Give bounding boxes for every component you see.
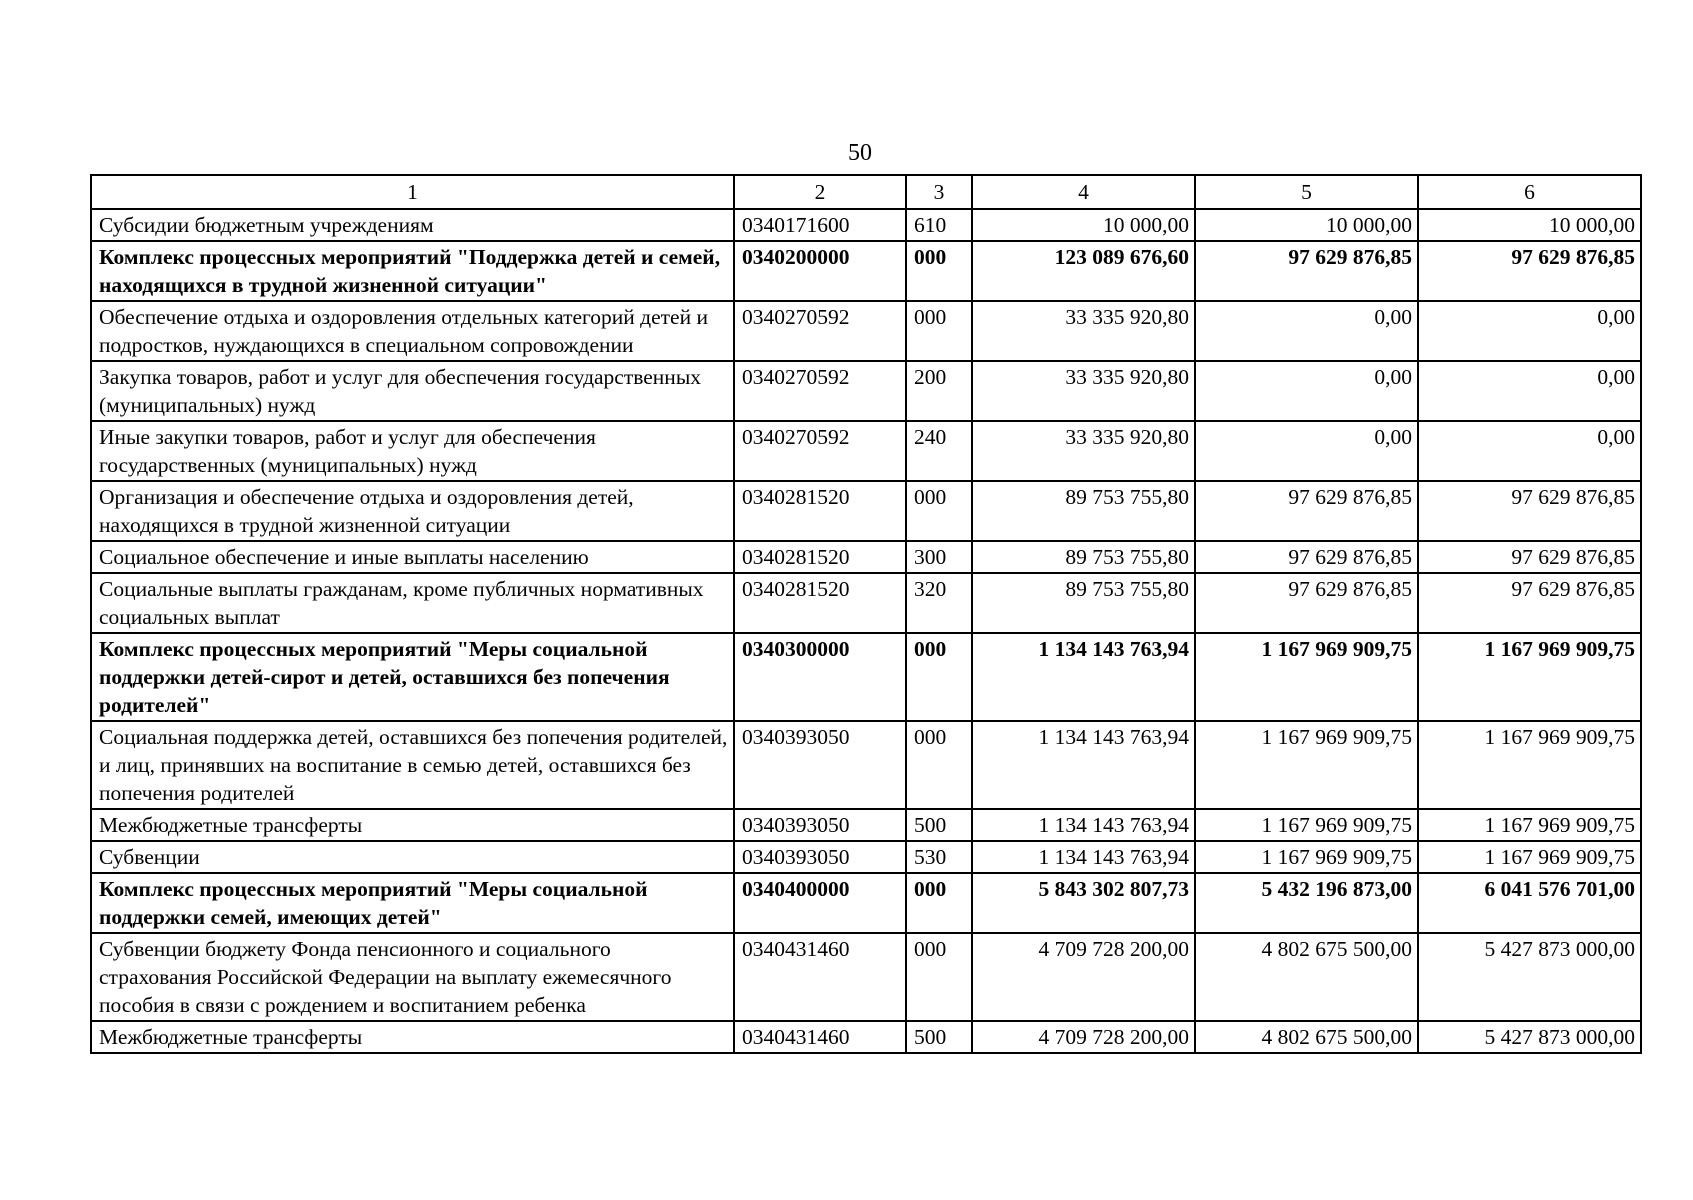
row-amount-col5-cell: 97 629 876,85 bbox=[1195, 573, 1418, 633]
row-amount-col5-cell: 97 629 876,85 bbox=[1195, 481, 1418, 541]
row-code-cell: 0340270592 bbox=[734, 361, 906, 421]
row-expense-type-cell: 530 bbox=[906, 841, 972, 873]
header-cell: 3 bbox=[906, 175, 972, 209]
table-row bbox=[91, 421, 1641, 481]
row-amount-col4-cell: 89 753 755,80 bbox=[972, 573, 1195, 633]
row-amount-col6-cell: 97 629 876,85 bbox=[1418, 573, 1641, 633]
row-name-cell: Межбюджетные трансферты bbox=[91, 809, 734, 841]
row-expense-type-cell: 500 bbox=[906, 809, 972, 841]
row-name-cell: Закупка товаров, работ и услуг для обеспечения государственных (муниципальных) нужд bbox=[91, 361, 734, 421]
row-expense-type-cell: 300 bbox=[906, 541, 972, 573]
table-row bbox=[91, 541, 1641, 573]
row-code-cell: 0340400000 bbox=[734, 873, 906, 933]
table-row bbox=[91, 721, 1641, 809]
row-name-cell: Субвенции bbox=[91, 841, 734, 873]
row-expense-type-cell: 000 bbox=[906, 933, 972, 1021]
row-amount-col5-cell: 97 629 876,85 bbox=[1195, 541, 1418, 573]
row-name-cell: Субвенции бюджету Фонда пенсионного и социального страхования Российской Федерации на выплату ежемесячного пособия в связи с рождением и воспитанием ребенка bbox=[91, 933, 734, 1021]
row-code-cell: 0340270592 bbox=[734, 301, 906, 361]
row-amount-col4-cell: 1 134 143 763,94 bbox=[972, 633, 1195, 721]
row-expense-type-cell: 000 bbox=[906, 873, 972, 933]
row-amount-col6-cell: 1 167 969 909,75 bbox=[1418, 633, 1641, 721]
row-amount-col6-cell: 0,00 bbox=[1418, 421, 1641, 481]
row-amount-col4-cell: 1 134 143 763,94 bbox=[972, 841, 1195, 873]
row-amount-col6-cell: 6 041 576 701,00 bbox=[1418, 873, 1641, 933]
row-amount-col4-cell: 33 335 920,80 bbox=[972, 421, 1195, 481]
row-expense-type-cell: 000 bbox=[906, 633, 972, 721]
table-row bbox=[91, 301, 1641, 361]
row-name-cell: Обеспечение отдыха и оздоровления отдельных категорий детей и подростков, нуждающихся в специальном сопровождении bbox=[91, 301, 734, 361]
row-name-cell: Комплекс процессных мероприятий "Меры социальной поддержки детей-сирот и детей, оставшихся без попечения родителей" bbox=[91, 633, 734, 721]
row-amount-col6-cell: 97 629 876,85 bbox=[1418, 481, 1641, 541]
row-amount-col4-cell: 33 335 920,80 bbox=[972, 301, 1195, 361]
row-expense-type-cell: 200 bbox=[906, 361, 972, 421]
row-amount-col4-cell: 123 089 676,60 bbox=[972, 241, 1195, 301]
table-row bbox=[91, 933, 1641, 1021]
row-amount-col5-cell: 1 167 969 909,75 bbox=[1195, 633, 1418, 721]
row-expense-type-cell: 610 bbox=[906, 209, 972, 241]
page-number: 50 bbox=[848, 140, 872, 166]
row-expense-type-cell: 320 bbox=[906, 573, 972, 633]
row-expense-type-cell: 000 bbox=[906, 241, 972, 301]
row-code-cell: 0340281520 bbox=[734, 573, 906, 633]
table-row-subtotal bbox=[91, 241, 1641, 301]
row-amount-col6-cell: 0,00 bbox=[1418, 361, 1641, 421]
row-code-cell: 0340393050 bbox=[734, 809, 906, 841]
row-amount-col5-cell: 5 432 196 873,00 bbox=[1195, 873, 1418, 933]
row-code-cell: 0340200000 bbox=[734, 241, 906, 301]
row-name-cell: Субсидии бюджетным учреждениям bbox=[91, 209, 734, 241]
row-code-cell: 0340393050 bbox=[734, 841, 906, 873]
row-amount-col6-cell: 1 167 969 909,75 bbox=[1418, 721, 1641, 809]
row-amount-col4-cell: 5 843 302 807,73 bbox=[972, 873, 1195, 933]
row-amount-col6-cell: 0,00 bbox=[1418, 301, 1641, 361]
row-amount-col5-cell: 4 802 675 500,00 bbox=[1195, 933, 1418, 1021]
row-code-cell: 0340171600 bbox=[734, 209, 906, 241]
row-amount-col4-cell: 10 000,00 bbox=[972, 209, 1195, 241]
table-header-row bbox=[91, 175, 1641, 209]
row-name-cell: Межбюджетные трансферты bbox=[91, 1021, 734, 1053]
row-code-cell: 0340281520 bbox=[734, 481, 906, 541]
table-row-subtotal bbox=[91, 873, 1641, 933]
row-amount-col6-cell: 1 167 969 909,75 bbox=[1418, 809, 1641, 841]
table-row bbox=[91, 361, 1641, 421]
row-name-cell: Организация и обеспечение отдыха и оздоровления детей, находящихся в трудной жизненной ситуации bbox=[91, 481, 734, 541]
table-body bbox=[91, 209, 1641, 1053]
row-amount-col6-cell: 10 000,00 bbox=[1418, 209, 1641, 241]
row-amount-col4-cell: 1 134 143 763,94 bbox=[972, 721, 1195, 809]
row-amount-col4-cell: 33 335 920,80 bbox=[972, 361, 1195, 421]
header-cell: 2 bbox=[734, 175, 906, 209]
table-row bbox=[91, 1021, 1641, 1053]
row-amount-col4-cell: 1 134 143 763,94 bbox=[972, 809, 1195, 841]
row-amount-col5-cell: 0,00 bbox=[1195, 421, 1418, 481]
row-amount-col4-cell: 4 709 728 200,00 bbox=[972, 1021, 1195, 1053]
row-amount-col5-cell: 1 167 969 909,75 bbox=[1195, 809, 1418, 841]
row-amount-col4-cell: 89 753 755,80 bbox=[972, 541, 1195, 573]
row-code-cell: 0340393050 bbox=[734, 721, 906, 809]
budget-table bbox=[90, 174, 1642, 1054]
row-amount-col5-cell: 0,00 bbox=[1195, 361, 1418, 421]
row-code-cell: 0340270592 bbox=[734, 421, 906, 481]
row-amount-col5-cell: 10 000,00 bbox=[1195, 209, 1418, 241]
row-amount-col6-cell: 5 427 873 000,00 bbox=[1418, 933, 1641, 1021]
row-name-cell: Иные закупки товаров, работ и услуг для обеспечения государственных (муниципальных) нужд bbox=[91, 421, 734, 481]
header-cell: 1 bbox=[91, 175, 734, 209]
row-amount-col4-cell: 89 753 755,80 bbox=[972, 481, 1195, 541]
header-cell: 5 bbox=[1195, 175, 1418, 209]
row-name-cell: Социальное обеспечение и иные выплаты населению bbox=[91, 541, 734, 573]
row-name-cell: Социальная поддержка детей, оставшихся без попечения родителей, и лиц, принявших на воспитание в семью детей, оставшихся без попечения родителей bbox=[91, 721, 734, 809]
table-row-subtotal bbox=[91, 633, 1641, 721]
row-amount-col4-cell: 4 709 728 200,00 bbox=[972, 933, 1195, 1021]
header-cell: 4 bbox=[972, 175, 1195, 209]
header-cell: 6 bbox=[1418, 175, 1641, 209]
row-expense-type-cell: 240 bbox=[906, 421, 972, 481]
row-name-cell: Социальные выплаты гражданам, кроме публичных нормативных социальных выплат bbox=[91, 573, 734, 633]
row-name-cell: Комплекс процессных мероприятий "Поддержка детей и семей, находящихся в трудной жизненной ситуации" bbox=[91, 241, 734, 301]
row-amount-col6-cell: 97 629 876,85 bbox=[1418, 241, 1641, 301]
row-code-cell: 0340281520 bbox=[734, 541, 906, 573]
row-amount-col6-cell: 5 427 873 000,00 bbox=[1418, 1021, 1641, 1053]
row-expense-type-cell: 500 bbox=[906, 1021, 972, 1053]
row-amount-col5-cell: 1 167 969 909,75 bbox=[1195, 841, 1418, 873]
row-code-cell: 0340431460 bbox=[734, 1021, 906, 1053]
row-code-cell: 0340431460 bbox=[734, 933, 906, 1021]
row-code-cell: 0340300000 bbox=[734, 633, 906, 721]
row-amount-col6-cell: 1 167 969 909,75 bbox=[1418, 841, 1641, 873]
row-amount-col6-cell: 97 629 876,85 bbox=[1418, 541, 1641, 573]
row-amount-col5-cell: 0,00 bbox=[1195, 301, 1418, 361]
row-amount-col5-cell: 4 802 675 500,00 bbox=[1195, 1021, 1418, 1053]
table-row bbox=[91, 841, 1641, 873]
row-expense-type-cell: 000 bbox=[906, 481, 972, 541]
table-row bbox=[91, 573, 1641, 633]
table-row bbox=[91, 481, 1641, 541]
row-name-cell: Комплекс процессных мероприятий "Меры социальной поддержки семей, имеющих детей" bbox=[91, 873, 734, 933]
table-row bbox=[91, 209, 1641, 241]
row-amount-col5-cell: 1 167 969 909,75 bbox=[1195, 721, 1418, 809]
row-amount-col5-cell: 97 629 876,85 bbox=[1195, 241, 1418, 301]
row-expense-type-cell: 000 bbox=[906, 721, 972, 809]
table-row bbox=[91, 809, 1641, 841]
row-expense-type-cell: 000 bbox=[906, 301, 972, 361]
